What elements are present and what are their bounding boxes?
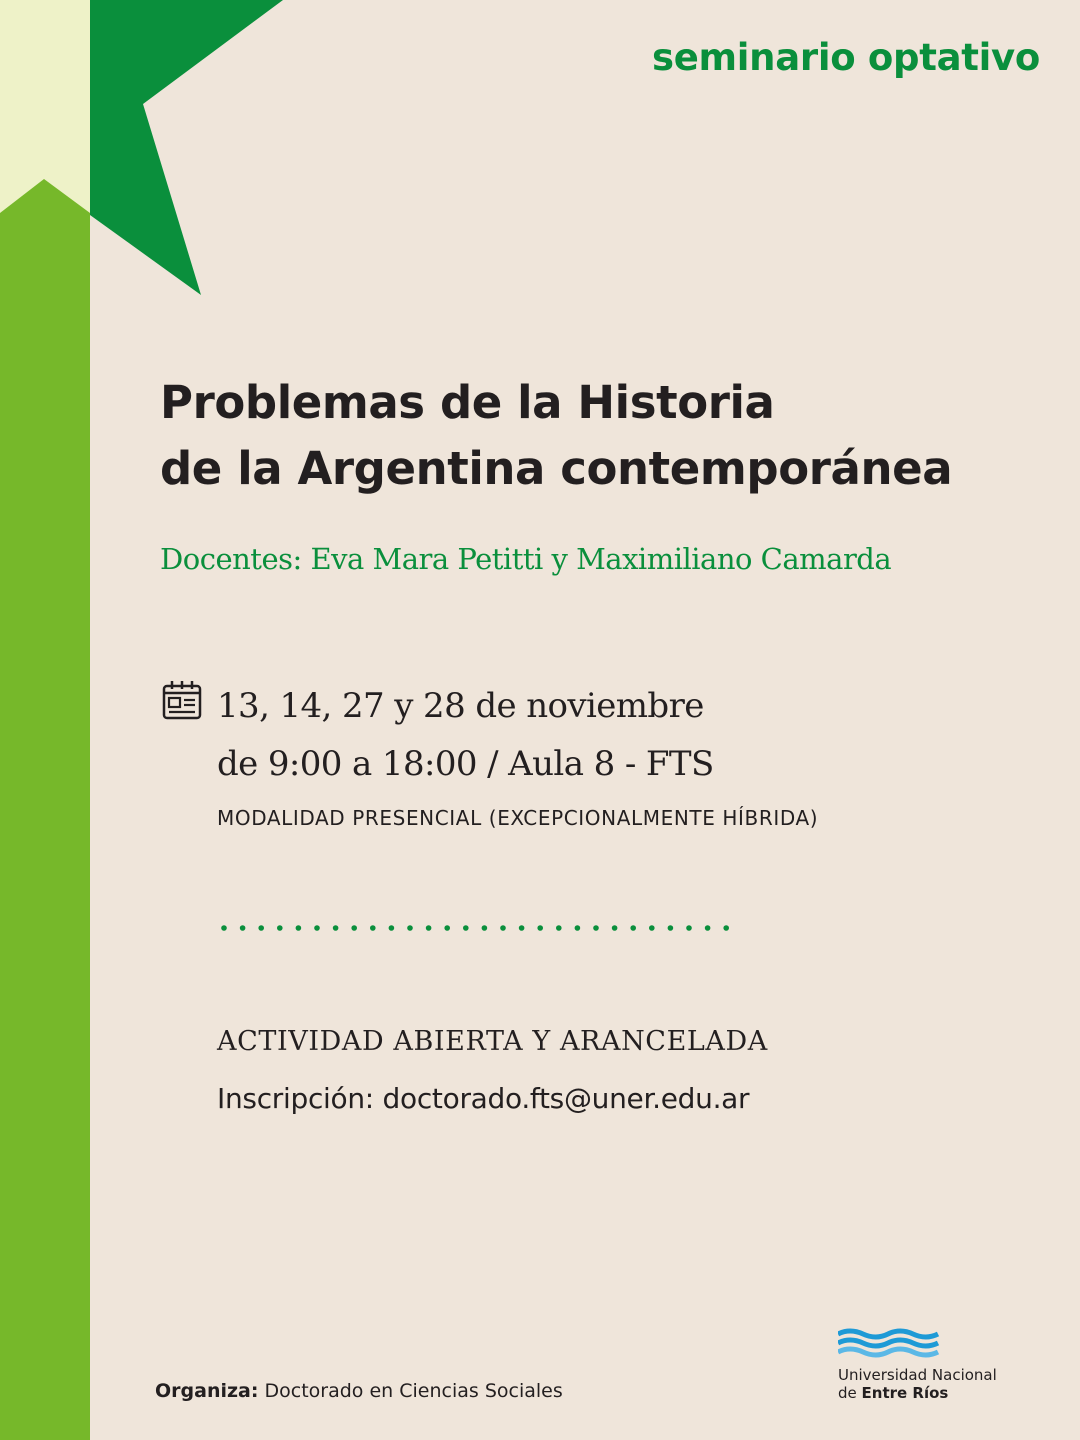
divider-dot [426,925,432,931]
divider-dot [556,925,562,931]
calendar-icon [162,680,202,720]
organizer [155,1380,563,1402]
divider-dot [612,925,618,931]
divider-dot [686,925,692,931]
divider-dot [500,925,506,931]
divider-dot [630,925,636,931]
university-name-line-1: Universidad Nacional [838,1366,997,1384]
organizer-value: Doctorado en Ciencias Sociales [264,1380,563,1402]
divider-dot [705,925,711,931]
university-logo [838,1328,1038,1408]
divider-dot [258,925,264,931]
divider-dot [333,925,339,931]
green-star-point [90,0,283,295]
divider-dot [463,925,469,931]
university-name-bold: Entre Ríos [861,1384,949,1402]
schedule-dates: 13, 14, 27 y 28 de noviembre [217,686,704,726]
organizer-label: Organiza: [155,1380,259,1402]
waves-logo-icon [838,1328,940,1362]
title-line-1: Problemas de la Historia [160,376,775,429]
seminar-type-tag: seminario optativo [652,36,1040,79]
dotted-divider [218,920,738,936]
divider-dot [296,925,302,931]
divider-dot [649,925,655,931]
schedule-time-place: de 9:00 a 18:00 / Aula 8 - FTS [217,744,714,784]
divider-dot [668,925,674,931]
divider-dot [277,925,283,931]
divider-dot [723,925,729,931]
divider-dot [351,925,357,931]
university-name-prefix: de [838,1384,862,1402]
instructors: Docentes: Eva Mara Petitti y Maximiliano Camarda [160,542,892,576]
light-green-bar [0,179,90,1440]
activity-type: ACTIVIDAD ABIERTA Y ARANCELADA [217,1026,768,1057]
seminar-title [160,370,952,502]
divider-dot [314,925,320,931]
registration-email[interactable]: Inscripción: doctorado.fts@uner.edu.ar [217,1082,750,1115]
divider-dot [407,925,413,931]
divider-dot [370,925,376,931]
divider-dot [575,925,581,931]
modality: MODALIDAD PRESENCIAL (EXCEPCIONALMENTE HÍBRIDA) [217,806,819,830]
divider-dot [482,925,488,931]
title-line-2: de la Argentina contemporánea [160,442,953,495]
divider-dot [389,925,395,931]
divider-dot [240,925,246,931]
divider-dot [444,925,450,931]
schedule-text [217,677,714,793]
divider-dot [593,925,599,931]
university-name-line-2 [838,1384,997,1402]
divider-dot [519,925,525,931]
divider-dot [221,925,227,931]
university-name [838,1366,997,1402]
divider-dot [537,925,543,931]
